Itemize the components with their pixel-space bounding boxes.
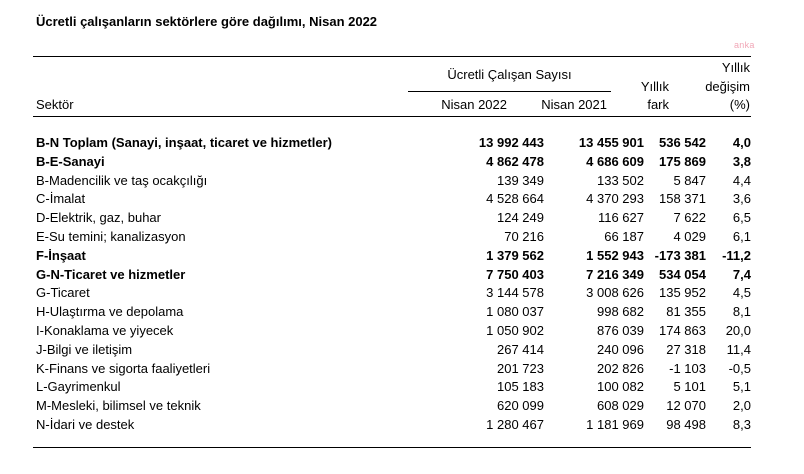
nisan-2022-cell: 4 862 478 [486, 153, 544, 169]
sector-cell: B-E-Sanayi [36, 153, 105, 169]
table-row [36, 229, 751, 248]
yearly-change-pct-cell: -0,5 [728, 360, 751, 376]
nisan-2022-cell: 7 750 403 [486, 266, 544, 282]
header-sector: Sektör [36, 97, 74, 112]
header-bottom-rule [33, 116, 751, 117]
nisan-2021-cell: 13 455 901 [578, 135, 644, 150]
table-row [36, 154, 751, 173]
yearly-change-pct-cell: 8,1 [732, 304, 751, 320]
yearly-change-pct-cell: 5,1 [732, 379, 751, 395]
watermark-logo: anka [734, 40, 755, 50]
nisan-2022-cell: 13 992 443 [478, 135, 544, 150]
sector-cell: G-Ticaret [36, 285, 90, 301]
table-row [36, 267, 751, 286]
nisan-2021-cell: 608 029 [597, 398, 644, 414]
table-row [36, 361, 751, 380]
header-diff-line1: Yıllık [640, 79, 669, 94]
yearly-diff-cell: 4 029 [673, 229, 706, 244]
nisan-2021-cell: 133 502 [597, 172, 644, 188]
nisan-2021-cell: 3 008 626 [586, 285, 644, 301]
nisan-2021-cell: 202 826 [597, 360, 644, 376]
yearly-diff-cell: -1 103 [669, 360, 706, 376]
header-pct-line3: (%) [729, 97, 750, 112]
yearly-change-pct-cell: -11,2 [722, 247, 751, 263]
table-row [36, 304, 751, 323]
table-row [36, 398, 751, 417]
yearly-change-pct-cell: 4,4 [732, 172, 751, 188]
yearly-change-pct-cell: 6,1 [732, 229, 751, 244]
bottom-rule [33, 447, 751, 448]
sector-cell: E-Su temini; kanalizasyon [36, 229, 186, 244]
yearly-diff-cell: 12 070 [666, 398, 706, 414]
sector-cell: K-Finans ve sigorta faaliyetleri [36, 360, 211, 376]
nisan-2021-cell: 4 686 609 [586, 153, 644, 169]
nisan-2022-cell: 1 080 037 [486, 304, 544, 320]
table-row [36, 285, 751, 304]
sector-cell: B-Madencilik ve taş ocakçılığı [36, 172, 208, 188]
nisan-2021-cell: 1 552 943 [586, 247, 644, 263]
nisan-2021-cell: 1 181 969 [586, 417, 644, 432]
sector-cell: J-Bilgi ve iletişim [36, 341, 133, 357]
yearly-diff-cell: 175 869 [659, 153, 706, 169]
nisan-2022-cell: 1 050 902 [486, 323, 544, 338]
sector-cell: M-Mesleki, bilimsel ve teknik [36, 398, 201, 414]
sector-cell: G-N-Ticaret ve hizmetler [36, 266, 186, 282]
table-row [36, 417, 751, 436]
yearly-diff-cell: 5 101 [673, 379, 706, 395]
yearly-diff-cell: 81 355 [666, 304, 706, 320]
header-pct-line1: Yıllık [721, 60, 750, 75]
nisan-2021-cell: 7 216 349 [586, 266, 644, 282]
nisan-2021-cell: 116 627 [597, 210, 644, 226]
nisan-2022-cell: 620 099 [497, 398, 544, 414]
yearly-change-pct-cell: 4,5 [732, 285, 751, 301]
table-row [36, 342, 751, 361]
table-row [36, 379, 751, 398]
yearly-change-pct-cell: 6,5 [732, 210, 751, 226]
yearly-diff-cell: 135 952 [659, 285, 706, 301]
nisan-2022-cell: 124 249 [497, 210, 544, 226]
table-row [36, 173, 751, 192]
nisan-2022-cell: 3 144 578 [486, 285, 544, 301]
yearly-change-pct-cell: 3,8 [732, 153, 751, 169]
yearly-diff-cell: 7 622 [673, 210, 706, 226]
yearly-diff-cell: 534 054 [659, 266, 706, 282]
nisan-2021-cell: 4 370 293 [586, 191, 644, 207]
header-nisan-2022: Nisan 2022 [441, 97, 507, 112]
nisan-2021-cell: 876 039 [597, 323, 644, 338]
header-diff-line2: fark [647, 97, 669, 112]
table-row [36, 191, 751, 210]
yearly-change-pct-cell: 3,6 [732, 191, 751, 207]
header-pct-line2: değişim [705, 79, 750, 94]
nisan-2022-cell: 139 349 [497, 172, 544, 188]
yearly-change-pct-cell: 7,4 [732, 266, 751, 282]
yearly-change-pct-cell: 4,0 [732, 135, 751, 150]
yearly-diff-cell: -173 381 [654, 247, 706, 263]
header-nisan-2021: Nisan 2021 [541, 97, 607, 112]
sector-cell: N-İdari ve destek [36, 417, 135, 432]
yearly-diff-cell: 536 542 [659, 135, 706, 150]
sector-cell: I-Konaklama ve yiyecek [36, 323, 174, 338]
yearly-change-pct-cell: 11,4 [726, 341, 751, 357]
table-row [36, 135, 751, 154]
nisan-2022-cell: 70 216 [504, 229, 544, 244]
yearly-change-pct-cell: 8,3 [732, 417, 751, 432]
yearly-change-pct-cell: 2,0 [732, 398, 751, 414]
yearly-diff-cell: 27 318 [666, 341, 706, 357]
top-rule [33, 56, 751, 57]
table-row [36, 210, 751, 229]
group-header-rule [408, 91, 611, 92]
sector-cell: F-İnşaat [36, 247, 86, 263]
sector-cell: D-Elektrik, gaz, buhar [36, 210, 161, 226]
sector-cell: B-N Toplam (Sanayi, inşaat, ticaret ve hizmetler) [36, 135, 332, 150]
yearly-diff-cell: 5 847 [673, 172, 706, 188]
table-title: Ücretli çalışanların sektörlere göre dağılımı, Nisan 2022 [36, 14, 378, 29]
nisan-2021-cell: 100 082 [597, 379, 644, 395]
table-row [36, 248, 751, 267]
nisan-2021-cell: 66 187 [604, 229, 644, 244]
nisan-2021-cell: 240 096 [597, 341, 644, 357]
group-header: Ücretli Çalışan Sayısı [447, 67, 572, 82]
nisan-2021-cell: 998 682 [597, 304, 644, 320]
nisan-2022-cell: 267 414 [497, 341, 544, 357]
yearly-diff-cell: 174 863 [659, 323, 706, 338]
nisan-2022-cell: 105 183 [497, 379, 544, 395]
sector-cell: L-Gayrimenkul [36, 379, 121, 395]
sector-cell: H-Ulaştırma ve depolama [36, 304, 184, 320]
nisan-2022-cell: 1 379 562 [486, 247, 544, 263]
table-row [36, 323, 751, 342]
nisan-2022-cell: 1 280 467 [486, 417, 544, 432]
yearly-diff-cell: 158 371 [659, 191, 706, 207]
yearly-change-pct-cell: 20,0 [725, 323, 751, 338]
nisan-2022-cell: 4 528 664 [486, 191, 544, 207]
nisan-2022-cell: 201 723 [497, 360, 544, 376]
sector-cell: C-İmalat [36, 191, 86, 207]
yearly-diff-cell: 98 498 [666, 417, 706, 432]
